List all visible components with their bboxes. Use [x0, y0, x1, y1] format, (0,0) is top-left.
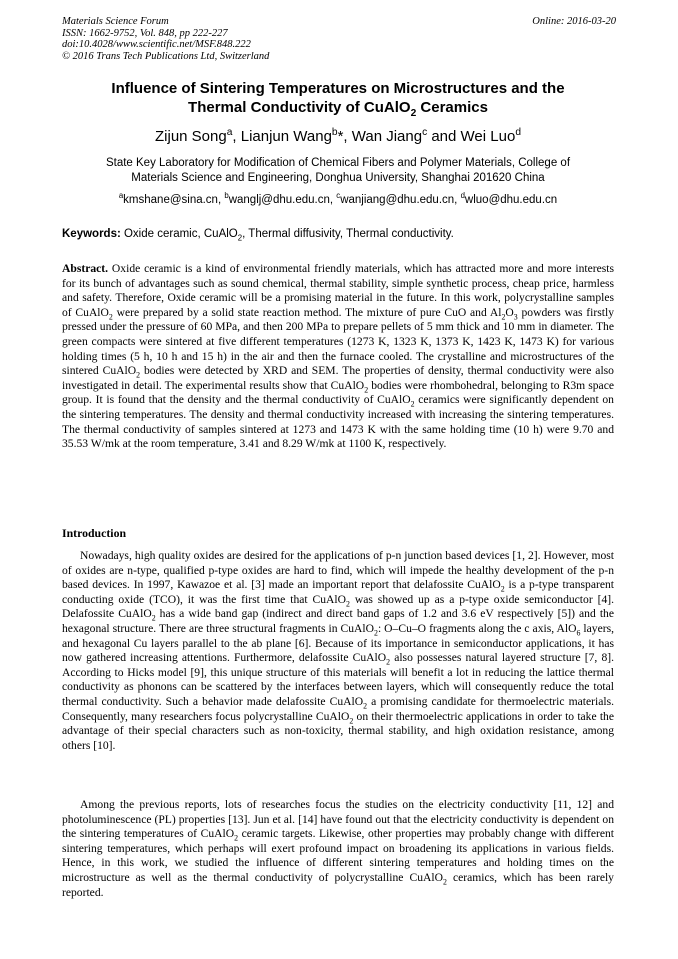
title-line-1: Influence of Sintering Temperatures on Microstructures and the: [111, 80, 565, 97]
online-date: Online: 2016-03-20: [532, 16, 616, 27]
author-name: Wei Luo: [460, 128, 516, 145]
journal-doi: doi:10.4028/www.scientific.net/MSF.848.222: [62, 39, 251, 51]
author-list: Zijun Song$^a$, Lianjun Wang$^b$*, Wan Jiang$^c$ and Wei Luo$^d$: [155, 127, 521, 145]
introduction-paragraph-2: Among the previous reports, lots of researches focus the studies on the electricity conductivity [11, 12] and photoluminescence (PL) properties [13]. Jun et al. [14] have found out that the electricity conductivity is dependent on the sintering temperatures of CuAlO$_2$ ceramic targets. Likewise, other properties may probably change with different sintering temperatures, which perhaps will exert profound impact on broadening its applications in various fields. Hence, in this work, we studied the influence of different sintering temperatures and holding times on the microstructure as well as the thermal conductivity of polycrystalline CuAlO$_2$ ceramics, which has been rarely reported.: [62, 798, 614, 899]
abstract: Abstract. Oxide ceramic is a kind of environmental friendly materials, which has attracted more and more interests for its bunch of advantages such as sound chemical, thermal stability, simple synthetic process, cheap price, harmless and safety. Therefore, Oxide ceramic will be a promising material in the future. In this work, polycrystalline samples of CuAlO$_2$ were prepared by a solid state reaction method. The mixture of pure CuO and $Al_2O_3$ powders was firstly pressed under the pressure of 60 MPa, and then 200 MPa to prepare pellets of 5 mm thick and 10 mm in diameter. The green compacts were sintered at five different temperatures (1273 K, 1323 K, 1373 K, 1423 K, 1473 K) for various holding times (5 h, 10 h and 15 h) in the air and then the furnace cooled. The crystalline and microstructures of the sintered CuAlO$_2$ bodies were detected by XRD and SEM. The properties of density, thermal conductivity were also investigated in detail. The experimental results show that CuAlO$_2$ bodies were rhombohedral, belonging to R3m space group. It is found that the density and the thermal conductivity of CuAlO$_2$ ceramics were significantly dependent on the sintering temperatures. The density and thermal conductivity increased with increasing the sintering temperatures. The thermal conductivity of samples sintered at 1273 and 1473 K with the same holding time (10 h) were 9.70 and 35.53 W/mk at the room temperature, 3.41 and 8.29 W/mk at 1100 K, respectively.: [62, 262, 614, 451]
email-link[interactable]: wluo@dhu.edu.cn: [464, 194, 558, 206]
email-link[interactable]: kmshane@sina.cn: [123, 194, 218, 206]
paper-title: [62, 79, 614, 117]
introduction-paragraph-1: Nowadays, high quality oxides are desired for the applications of p-n junction based devices [1, 2]. However, most of oxides are n-type, qualified p-type oxides are hard to find, which will impede the healthy development of the p-n based devices. In 1997, Kawazoe et al. [3] made an important report that delafossite CuAlO$_2$ is a p-type transparent conducting oxide (TCO), it was the first time that CuAlO$_2$ was showed up as a p-type oxide semiconductor [4]. Delafossite CuAlO$_2$ has a wide band gap (indirect and direct band gaps of 1.2 and 3.6 eV respectively [5]) and the hexagonal structure. There are three structural fragments in CuAlO$_2$: O–Cu–O fragments along the c axis, AlO$_6$ layers, and hexagonal Cu layers parallel to the ab plane [6]. Because of its importance in semiconductor applications, it has now gathered increasing attentions. Furthermore, delafossite CuAlO$_2$ also possesses natural layered structure [7, 8]. According to Hicks model [9], this unique structure of this materials will benefit a lot in reducing the lattice thermal conductivity as phonons can be scattered by the interfaces between layers, which will consequently reduce the total thermal conductivity. Such a behavior made delafossite CuAlO$_2$ a promising candidate for thermoelectric materials. Consequently, many researchers focus polycrystalline CuAlO$_2$ on their thermoelectric applications in order to take the advantage of their special characters such as non-toxicity, thermal stability, and high oxidation resistance, among others [10].: [62, 549, 615, 752]
author-name: Zijun Song: [155, 128, 227, 145]
journal-name: Materials Science Forum: [62, 16, 169, 27]
corresponding-mark: *: [337, 128, 344, 145]
title-line-2: Thermal Conductivity of CuAlO$_2$ Ceramics: [188, 99, 488, 119]
email-list: $^a$kmshane@sina.cn, $^b$wanglj@dhu.edu.cn, $^c$wanjiang@dhu.edu.cn, $^d$wluo@dhu.edu.cn: [118, 191, 558, 206]
author-name: Lianjun Wang: [240, 128, 332, 145]
keywords-label: Keywords:: [62, 228, 121, 240]
journal-copyright: © 2016 Trans Tech Publications Ltd, Switzerland: [62, 50, 270, 62]
journal-header: [62, 16, 269, 62]
affiliation: State Key Laboratory for Modification of Chemical Fibers and Polymer Materials, College of Materials Science and Engineering, Donghua University, Shanghai 201620 China: [105, 157, 571, 184]
section-heading-introduction: Introduction: [62, 526, 127, 540]
journal-issn: ISSN: 1662-9752, Vol. 848, pp 222-227: [62, 27, 228, 39]
email-link[interactable]: wanglj@dhu.edu.cn: [228, 194, 330, 206]
abstract-label: Abstract.: [62, 262, 109, 275]
keywords: Keywords: Oxide ceramic, CuAlO$_2$, Thermal diffusivity, Thermal conductivity.: [62, 228, 454, 243]
email-link[interactable]: wanjiang@dhu.edu.cn: [340, 194, 455, 206]
author-name: Wan Jiang: [351, 128, 423, 145]
